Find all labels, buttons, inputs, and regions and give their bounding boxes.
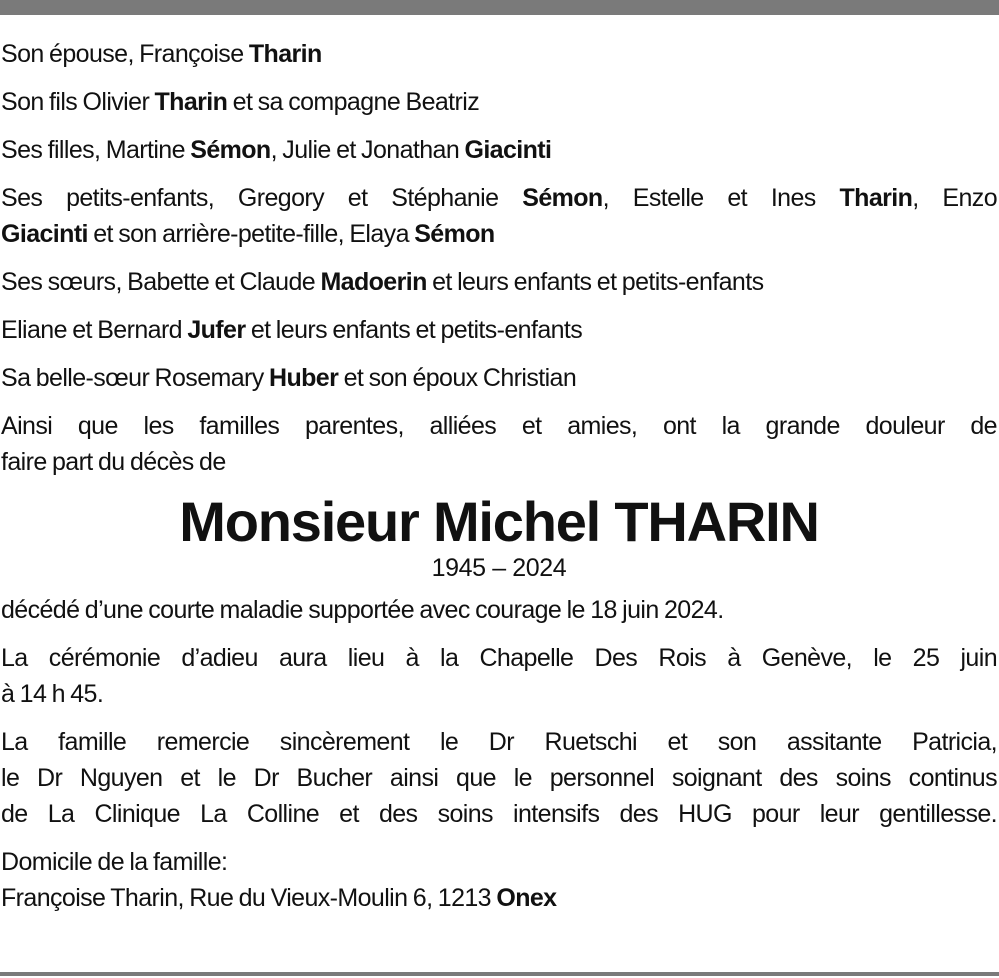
spouse-line bbox=[1, 36, 997, 72]
grandchildren-surname-2: Tharin bbox=[839, 184, 913, 212]
address-paragraph bbox=[1, 844, 997, 916]
eliane-text: Eliane et Bernard bbox=[1, 316, 188, 344]
families-paragraph bbox=[1, 408, 997, 480]
sisters-suffix: et leurs enfants et petits-enfants bbox=[426, 268, 764, 296]
families-line-1: Ainsi que les familles parentes, alliées et amies, ont la grande douleur de bbox=[1, 412, 997, 440]
deceased-block bbox=[1, 492, 997, 584]
ceremony-paragraph bbox=[1, 640, 997, 712]
eliane-suffix: et leurs enfants et petits-enfants bbox=[245, 316, 583, 344]
ceremony-line-1: La cérémonie d’adieu aura lieu à la Chapelle Des Rois à Genève, le 25 juin bbox=[1, 644, 997, 672]
grandchildren-line-1 bbox=[1, 180, 997, 216]
thanks-line-1: La famille remercie sincèrement le Dr Ruetschi et son assitante Patricia, bbox=[1, 728, 997, 756]
daughters-text: Ses filles, Martine bbox=[1, 136, 191, 164]
eliane-line bbox=[1, 312, 997, 348]
grandchildren-line-2 bbox=[1, 216, 997, 252]
life-dates: 1945 – 2024 bbox=[431, 554, 567, 582]
death-notice-line bbox=[1, 592, 997, 628]
deceased-name: Monsieur Michel THARIN bbox=[179, 490, 819, 553]
thanks-line-2: le Dr Nguyen et le Dr Bucher ainsi que le personnel soignant des soins continus bbox=[1, 764, 997, 792]
address-label: Domicile de la famille: bbox=[1, 848, 228, 876]
sister-in-law-line bbox=[1, 360, 997, 396]
grandchildren-text-1: Ses petits-enfants, Gregory et Stéphanie bbox=[1, 184, 523, 212]
grandchildren-surname-1: Sémon bbox=[522, 184, 603, 212]
son-text: Son fils Olivier bbox=[1, 88, 155, 116]
grandchildren-surname-4: Sémon bbox=[414, 220, 495, 248]
sisters-surname: Madoerin bbox=[320, 268, 427, 296]
eliane-surname: Jufer bbox=[187, 316, 246, 344]
spouse-surname: Tharin bbox=[248, 40, 322, 68]
obituary-notice bbox=[1, 36, 997, 928]
thanks-paragraph bbox=[1, 724, 997, 832]
bottom-border-rule bbox=[0, 972, 999, 976]
families-line-2: faire part du décès de bbox=[1, 448, 226, 476]
daughters-surname-2: Giacinti bbox=[464, 136, 552, 164]
grandchildren-paragraph bbox=[1, 180, 997, 252]
top-border-rule bbox=[0, 0, 999, 15]
address-line bbox=[1, 880, 997, 916]
death-notice-text: décédé d’une courte maladie supportée avec courage le 18 juin 2024. bbox=[1, 596, 724, 624]
sisters-line bbox=[1, 264, 997, 300]
son-line bbox=[1, 84, 997, 120]
grandchildren-surname-3: Giacinti bbox=[1, 220, 88, 248]
grandchildren-text-3: , Enzo bbox=[912, 184, 998, 212]
sisters-text: Ses sœurs, Babette et Claude bbox=[1, 268, 321, 296]
ceremony-line-2: à 14 h 45. bbox=[1, 680, 104, 708]
sister-in-law-suffix: et son époux Christian bbox=[338, 364, 577, 392]
grandchildren-text-4: et son arrière-petite-fille, Elaya bbox=[87, 220, 415, 248]
grandchildren-text-2: , Estelle et Ines bbox=[602, 184, 840, 212]
daughters-line bbox=[1, 132, 997, 168]
thanks-line-3: de La Clinique La Colline et des soins intensifs des HUG pour leur gentillesse. bbox=[1, 800, 997, 828]
address-city: Onex bbox=[496, 884, 557, 912]
sister-in-law-surname: Huber bbox=[269, 364, 339, 392]
daughters-middle: , Julie et Jonathan bbox=[270, 136, 465, 164]
spouse-text: Son épouse, Françoise bbox=[1, 40, 249, 68]
son-suffix: et sa compagne Beatriz bbox=[227, 88, 480, 116]
address-text: Françoise Tharin, Rue du Vieux-Moulin 6, 1213 bbox=[1, 884, 497, 912]
son-surname: Tharin bbox=[154, 88, 228, 116]
daughters-surname-1: Sémon bbox=[190, 136, 271, 164]
sister-in-law-text: Sa belle-sœur Rosemary bbox=[1, 364, 270, 392]
